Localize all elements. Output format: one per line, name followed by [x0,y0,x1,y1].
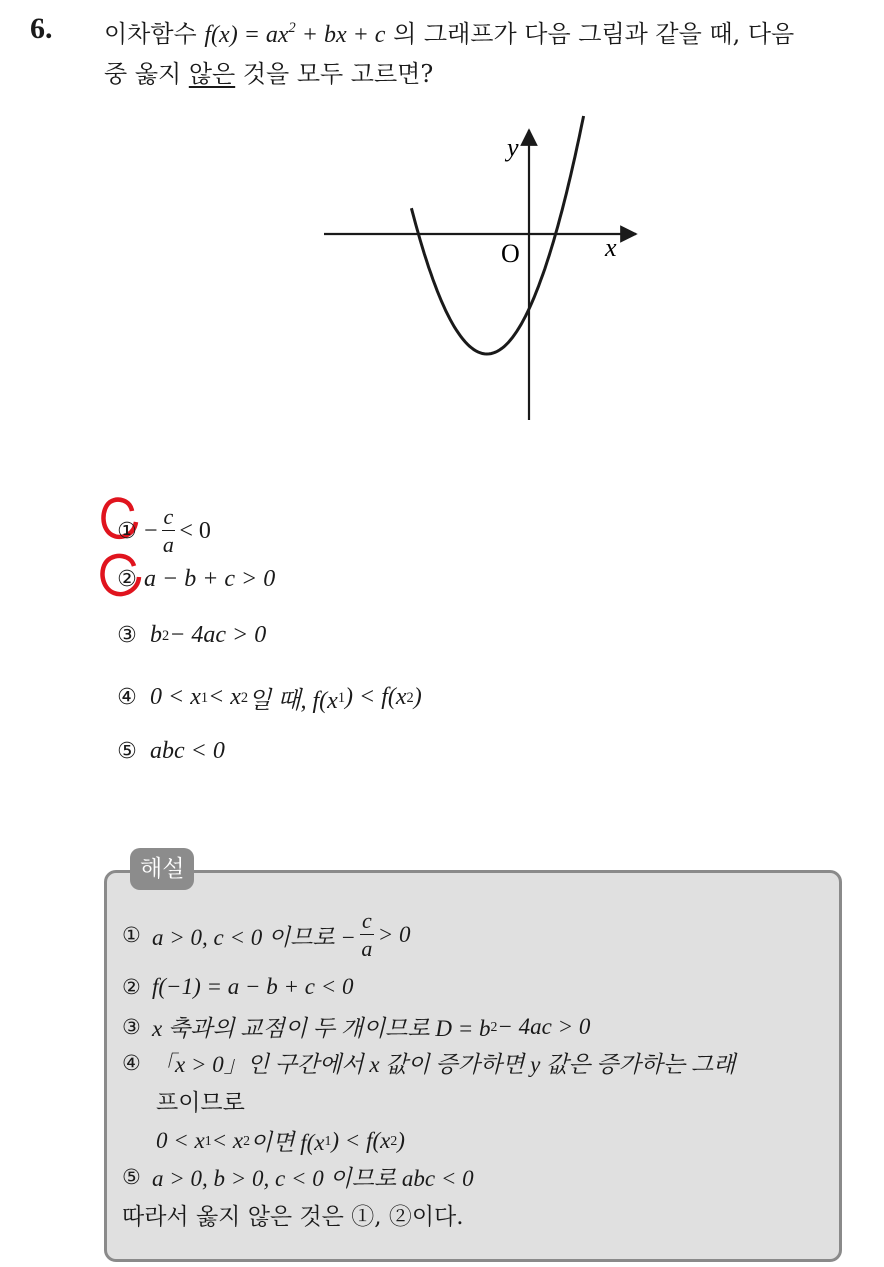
option-4[interactable]: ④ 0 < x 1 < x 2 일 때, f(x 1 ) < f(x 2 ) [110,680,422,715]
question-line-2: 중 옳지 않은 것을 모두 고르면? [104,60,434,88]
option-2[interactable]: ② a − b + c > 0 [110,566,275,593]
question-number: 6. [30,12,53,45]
solution-line-3: ③ x 축과의 교점이 두 개이므로 D = b 2 − 4ac > 0 [122,1013,591,1041]
solution-conclusion: 따라서 옳지 않은 것은 ①, ②이다. [122,1204,464,1230]
option-mark: ① [117,518,137,544]
option-1[interactable]: ① − $\frac{c}{a}$ < 0 [110,506,211,556]
option-3[interactable]: ③ b 2 − 4ac > 0 [110,622,266,649]
solution-line-2: ② f(−1) = a − b + c < 0 [122,974,354,999]
solution-line-4: ④ 「x > 0」인 구간에서 x 값이 증가하면 y 값은 증가하는 그래 [122,1050,736,1077]
option-mark: ⑤ [117,739,137,764]
y-axis-label: y [507,133,519,162]
x-axis-label: x [605,233,617,262]
question-prefix: 이차함수 [104,20,197,48]
option-mark: ③ [117,623,137,648]
origin-label: O [501,239,520,268]
solution-line-7: ⑤ a > 0, b > 0, c < 0 이므로 abc < 0 [122,1164,474,1191]
option-mark: ② [117,567,137,592]
solution-line-6: 0 < x 1 < x 2 이면 f(x 1 ) < f(x 2 ) [156,1127,405,1155]
solution-line-1: ① a > 0, c < 0 이므로 − $\frac{c}{a}$ > 0 [122,908,411,961]
question-function: $f(x) = ax^2$ + bx + c [204,19,386,48]
option-5[interactable]: ⑤ abc < 0 [110,738,225,765]
underlined-word: 않은 [188,60,236,88]
solution-tag: 해설 [130,848,194,890]
option-mark: ④ [117,685,137,710]
solution-line-5: 프이므로 [156,1090,245,1116]
fraction: $\frac{c}{a}$ [162,504,174,557]
question-suffix: 의 그래프가 다음 그림과 같을 때, 다음 [385,20,795,48]
